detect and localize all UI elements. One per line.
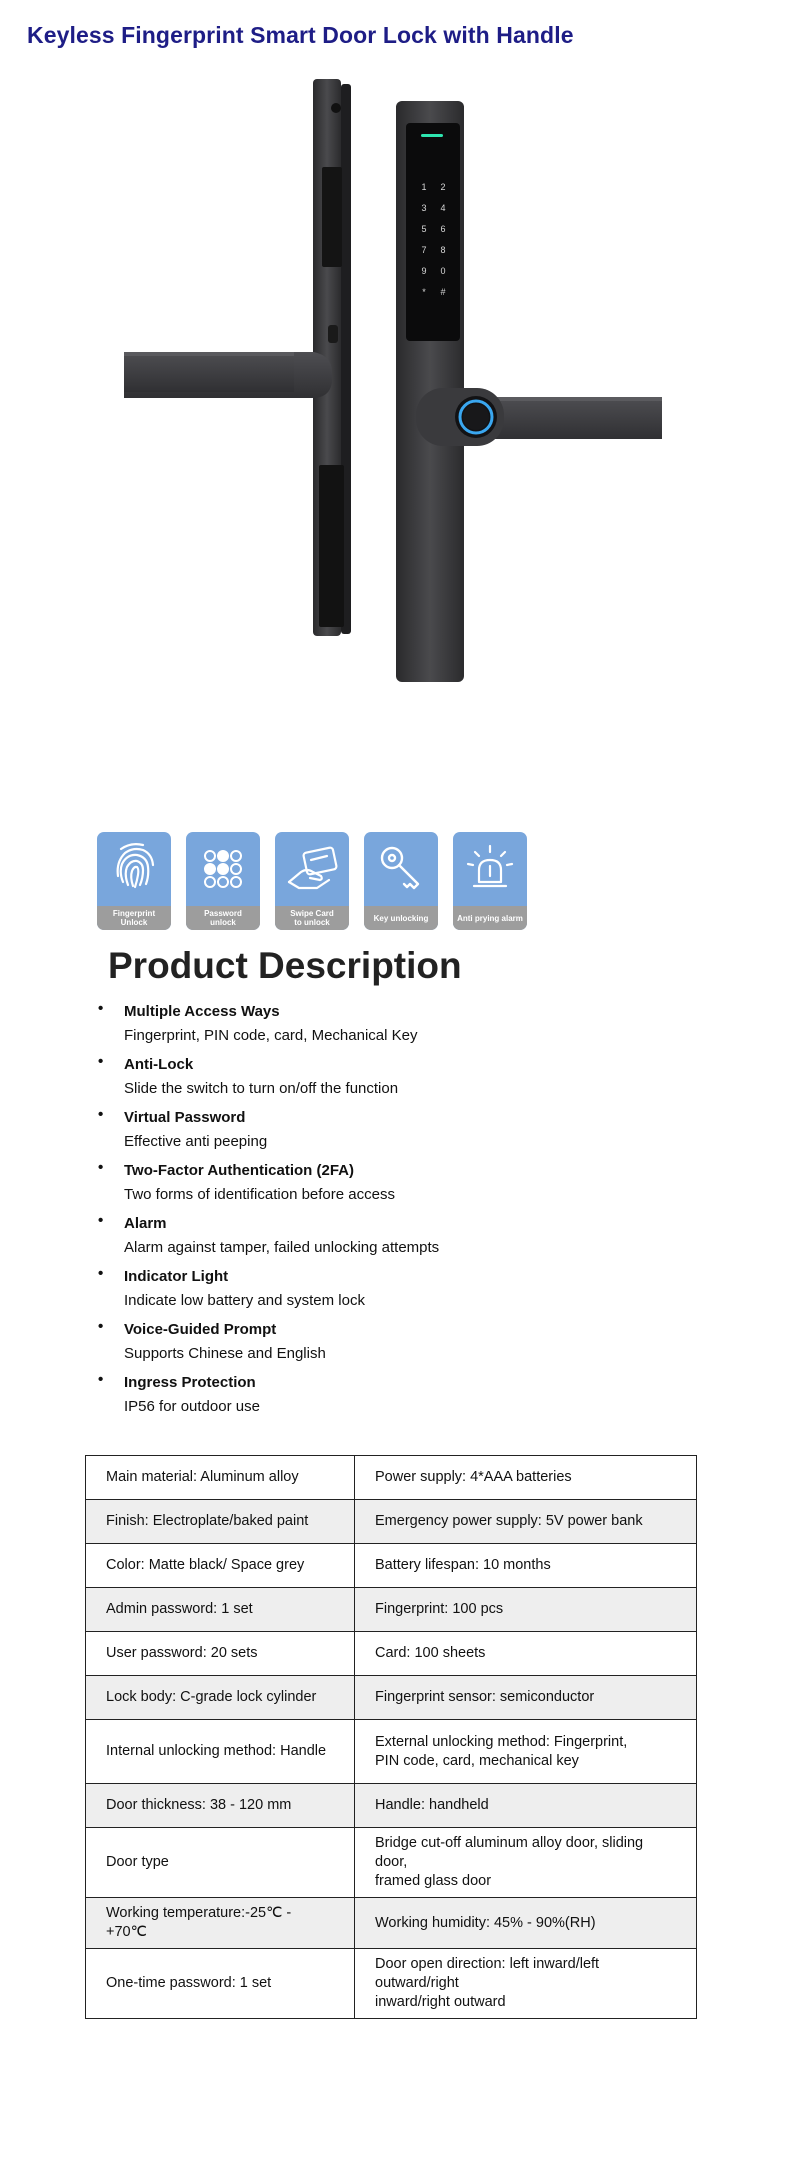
product-description-list [98,1000,439,1424]
spec-cell: Admin password: 1 set [86,1588,355,1632]
description-item [98,1212,439,1260]
feature-key-unlocking [364,832,438,930]
description-item-text: Indicate low battery and system lock [124,1292,365,1309]
description-item-title: • Two-Factor Authentication (2FA) [124,1162,354,1179]
feature-anti-prying-alarm [453,832,527,930]
description-item [98,1053,439,1101]
spec-row [86,1544,697,1588]
spec-row [86,1784,697,1828]
keypad-key: 4 [440,203,446,213]
spec-cell: Finish: Electroplate/baked paint [86,1500,355,1544]
swipe-card-icon [275,832,349,906]
spec-row [86,1676,697,1720]
keypad-key: # [440,287,446,297]
description-item [98,1371,439,1419]
feature-label: Password unlock [186,906,260,930]
spec-cell: Working humidity: 45% - 90%(RH) [355,1898,697,1949]
spec-cell: Power supply: 4*AAA batteries [355,1456,697,1500]
feature-label: Anti prying alarm [453,906,527,930]
fingerprint-icon [97,832,171,906]
feature-fingerprint-unlock [97,832,171,930]
description-item-text: Slide the switch to turn on/off the function [124,1080,399,1097]
spec-cell: Battery lifespan: 10 months [355,1544,697,1588]
spec-cell: Working temperature:-25℃ - +70℃ [86,1898,355,1949]
product-image [100,70,700,700]
feature-password-unlock [186,832,260,930]
description-item [98,1000,439,1048]
spec-cell: Fingerprint: 100 pcs [355,1588,697,1632]
spec-cell: One-time password: 1 set [86,1949,355,2019]
feature-icons-row [97,832,527,930]
description-item-title: • Indicator Light [124,1268,229,1285]
spec-cell: Lock body: C-grade lock cylinder [86,1676,355,1720]
spec-row [86,1949,697,2019]
keypad-key: 7 [421,245,427,255]
feature-swipe-card [275,832,349,930]
description-item [98,1265,439,1313]
description-item-text: IP56 for outdoor use [124,1398,260,1415]
description-item-title: • Multiple Access Ways [124,1003,280,1020]
alarm-siren-icon [453,832,527,906]
inner-lock-panel [124,79,351,636]
spec-row [86,1456,697,1500]
spec-cell: Door type [86,1828,355,1898]
specifications-table [85,1455,697,2019]
keypad-key: 6 [440,224,446,234]
feature-label: Key unlocking [364,906,438,930]
feature-label: Fingerprint Unlock [97,906,171,930]
description-item-title: • Ingress Protection [124,1374,256,1391]
keypad-key: 5 [421,224,427,234]
description-item-text: Supports Chinese and English [124,1345,326,1362]
outer-lock-panel [396,101,662,682]
spec-row [86,1588,697,1632]
keypad-key: 2 [440,182,446,192]
spec-cell: External unlocking method: Fingerprint, PIN code, card, mechanical key [355,1720,697,1784]
page-title: Keyless Fingerprint Smart Door Lock with Handle [27,22,574,48]
description-item-text: Effective anti peeping [124,1133,268,1150]
spec-row [86,1898,697,1949]
spec-cell: Emergency power supply: 5V power bank [355,1500,697,1544]
description-item-text: Alarm against tamper, failed unlocking attempts [124,1239,440,1256]
spec-row [86,1500,697,1544]
keypad-key: * [422,287,426,297]
description-item-title: • Voice-Guided Prompt [124,1321,277,1338]
keypad-key: 9 [421,266,427,276]
spec-row [86,1828,697,1898]
description-item-text: Two forms of identification before access [124,1186,395,1203]
description-item-title: • Virtual Password [124,1109,246,1126]
spec-cell: Color: Matte black/ Space grey [86,1544,355,1588]
key-icon [364,832,438,906]
spec-cell: Fingerprint sensor: semiconductor [355,1676,697,1720]
product-description-heading: Product Description [108,945,462,986]
spec-cell: Card: 100 sheets [355,1632,697,1676]
description-item [98,1318,439,1366]
description-item [98,1159,439,1207]
spec-cell: Internal unlocking method: Handle [86,1720,355,1784]
spec-cell: Handle: handheld [355,1784,697,1828]
description-item [98,1106,439,1154]
password-dots-icon [186,832,260,906]
feature-label: Swipe Card to unlock [275,906,349,930]
spec-cell: Door thickness: 38 - 120 mm [86,1784,355,1828]
keypad-key: 3 [421,203,427,213]
description-item-title: • Alarm [124,1215,167,1232]
keypad-key: 1 [421,182,427,192]
spec-cell: User password: 20 sets [86,1632,355,1676]
description-item-text: Fingerprint, PIN code, card, Mechanical Key [124,1027,418,1044]
keypad-key: 0 [440,266,446,276]
keypad-key: 8 [440,245,446,255]
description-item-title: • Anti-Lock [124,1056,194,1073]
spec-row [86,1632,697,1676]
spec-cell: Door open direction: left inward/left outward/right inward/right outward [355,1949,697,2019]
spec-cell: Bridge cut-off aluminum alloy door, sliding door, framed glass door [355,1828,697,1898]
spec-row [86,1720,697,1784]
spec-cell: Main material: Aluminum alloy [86,1456,355,1500]
